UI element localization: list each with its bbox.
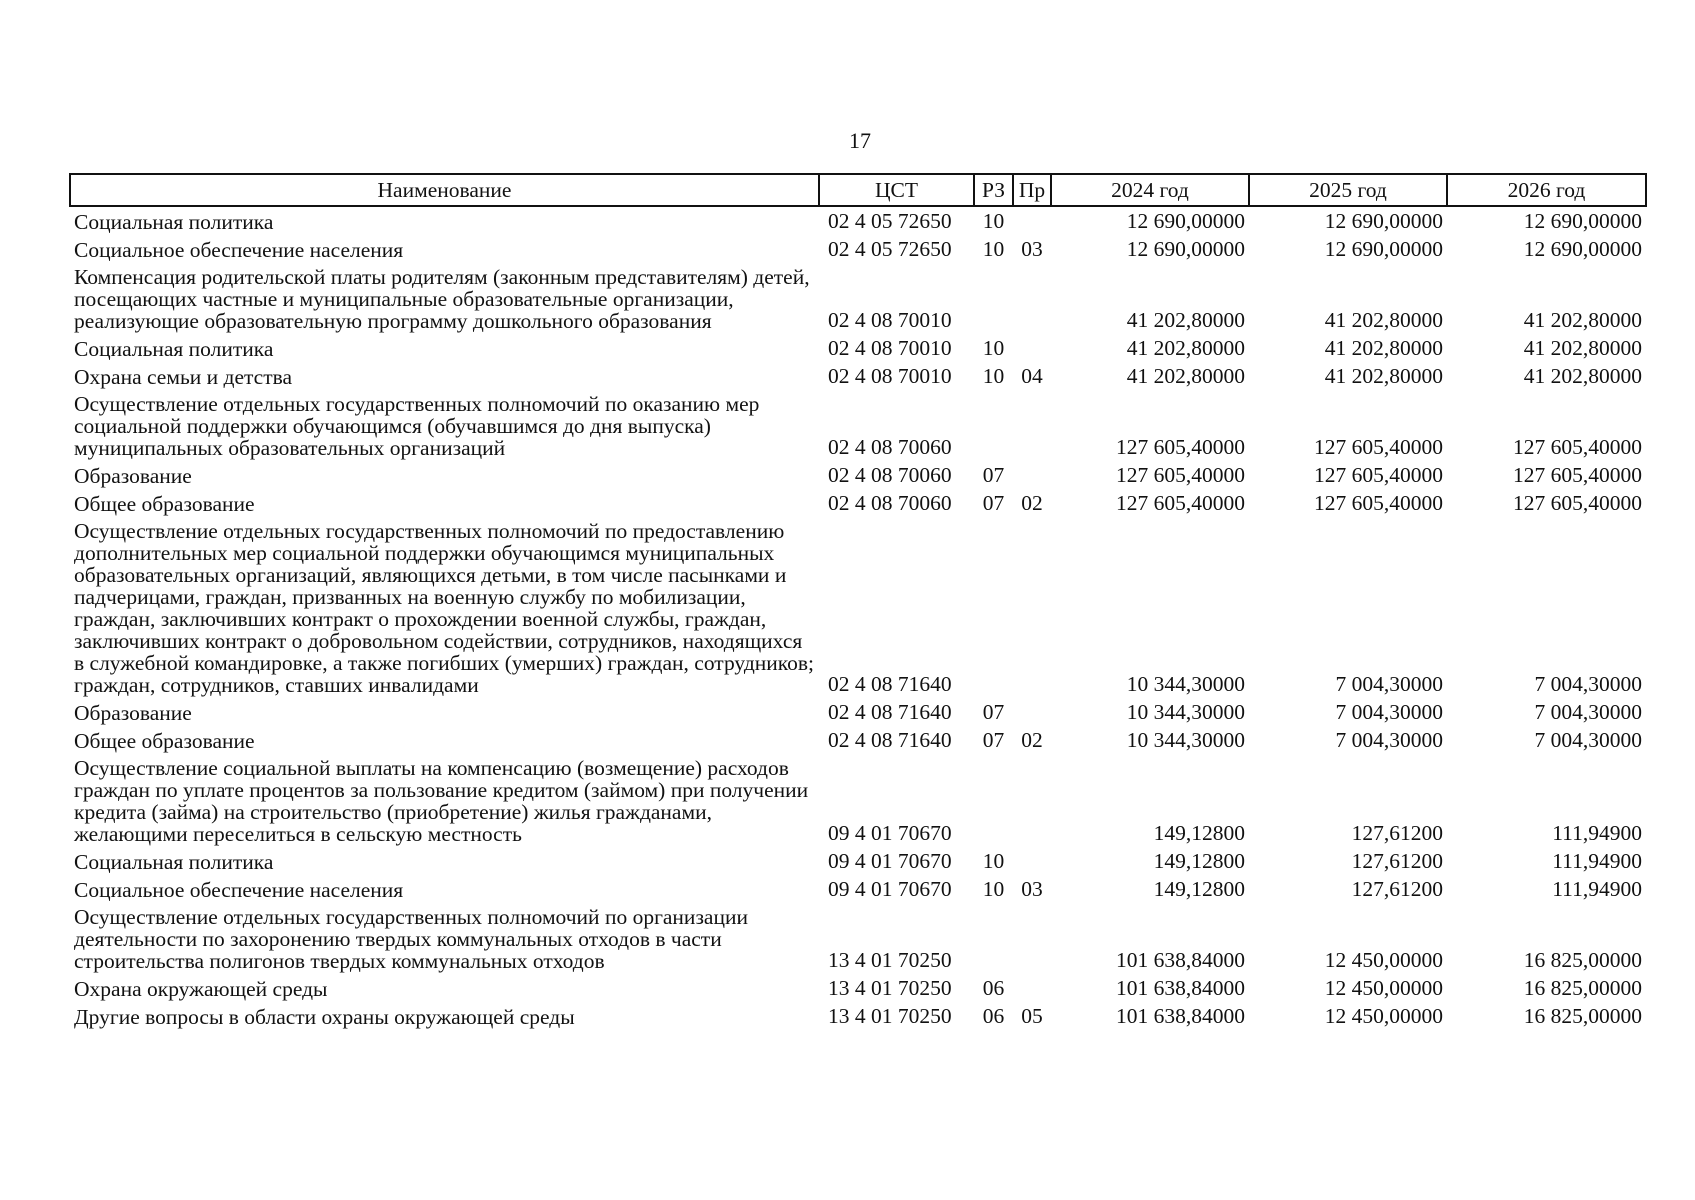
header-row — [70, 174, 1646, 206]
row-name: Социальная политика — [74, 850, 274, 874]
table-row — [70, 461, 1646, 489]
row-amount-2025: 41 202,80000 — [1324, 336, 1443, 360]
row-cst: 02 4 08 71640 — [828, 672, 952, 696]
row-amount-2025: 12 450,00000 — [1324, 1004, 1443, 1028]
row-amount-2026: 111,94900 — [1552, 877, 1642, 901]
row-amount-2024: 149,12800 — [1153, 849, 1245, 873]
row-amount-2026: 16 825,00000 — [1523, 1004, 1642, 1028]
row-rz: 07 — [982, 728, 1005, 752]
row-name: Компенсация родительской платы родителям (законным представителям) детей, посещающих частные и муниципальные образовательные организации, реализующие образовательную программу дошкольного образования — [74, 265, 810, 333]
row-amount-2024: 149,12800 — [1153, 877, 1245, 901]
row-amount-2024: 12 690,00000 — [1126, 209, 1245, 233]
table-row — [70, 206, 1646, 235]
row-amount-2025: 127,61200 — [1351, 821, 1443, 845]
header-2026: 2026 год — [1447, 174, 1646, 206]
table-row — [70, 489, 1646, 517]
row-name: Образование — [74, 464, 192, 488]
table-row — [70, 517, 1646, 698]
row-amount-2024: 41 202,80000 — [1126, 308, 1245, 332]
row-cst: 02 4 08 71640 — [828, 728, 952, 752]
row-cst: 02 4 08 70060 — [828, 491, 952, 515]
row-name: Образование — [74, 701, 192, 725]
row-amount-2025: 7 004,30000 — [1335, 700, 1443, 724]
row-amount-2026: 7 004,30000 — [1534, 672, 1642, 696]
row-pr: 02 — [1021, 728, 1043, 752]
table-row — [70, 334, 1646, 362]
table-body — [70, 206, 1646, 1030]
row-rz: 07 — [982, 463, 1005, 487]
table-row — [70, 235, 1646, 263]
row-rz: 10 — [982, 237, 1005, 261]
row-rz — [974, 263, 1013, 334]
row-rz — [974, 517, 1013, 698]
row-amount-2026: 12 690,00000 — [1523, 209, 1642, 233]
row-amount-2025: 41 202,80000 — [1324, 364, 1443, 388]
row-amount-2026: 41 202,80000 — [1523, 308, 1642, 332]
row-pr — [1013, 974, 1051, 1002]
row-rz: 10 — [982, 364, 1005, 388]
row-amount-2025: 7 004,30000 — [1335, 728, 1443, 752]
row-amount-2026: 111,94900 — [1552, 849, 1642, 873]
row-amount-2025: 12 450,00000 — [1324, 976, 1443, 1000]
row-name: Охрана окружающей среды — [74, 977, 328, 1001]
row-rz: 07 — [982, 700, 1005, 724]
row-cst: 13 4 01 70250 — [828, 948, 952, 972]
row-amount-2026: 16 825,00000 — [1523, 948, 1642, 972]
row-cst: 02 4 08 70060 — [828, 435, 952, 459]
row-name: Общее образование — [74, 729, 255, 753]
row-pr: 05 — [1021, 1004, 1043, 1028]
table-row — [70, 754, 1646, 847]
row-amount-2024: 101 638,84000 — [1116, 948, 1245, 972]
row-amount-2026: 7 004,30000 — [1534, 700, 1642, 724]
row-name: Социальная политика — [74, 210, 274, 234]
row-rz: 06 — [982, 1004, 1005, 1028]
row-amount-2026: 12 690,00000 — [1523, 237, 1642, 261]
row-rz: 10 — [982, 849, 1005, 873]
row-pr: 04 — [1021, 364, 1043, 388]
row-pr — [1013, 334, 1051, 362]
row-amount-2025: 127,61200 — [1351, 877, 1443, 901]
table-row — [70, 847, 1646, 875]
row-amount-2024: 101 638,84000 — [1116, 1004, 1245, 1028]
table-header — [70, 174, 1646, 206]
table-row — [70, 698, 1646, 726]
row-pr — [1013, 461, 1051, 489]
row-amount-2024: 101 638,84000 — [1116, 976, 1245, 1000]
row-name: Другие вопросы в области охраны окружающей среды — [74, 1005, 575, 1029]
row-amount-2024: 127 605,40000 — [1116, 463, 1245, 487]
row-pr — [1013, 847, 1051, 875]
row-amount-2024: 12 690,00000 — [1126, 237, 1245, 261]
row-pr — [1013, 903, 1051, 974]
row-amount-2026: 41 202,80000 — [1523, 336, 1642, 360]
row-amount-2025: 12 450,00000 — [1324, 948, 1443, 972]
table-row — [70, 390, 1646, 461]
header-rz: РЗ — [974, 174, 1013, 206]
row-amount-2025: 7 004,30000 — [1335, 672, 1443, 696]
table-row — [70, 726, 1646, 754]
row-amount-2024: 149,12800 — [1153, 821, 1245, 845]
row-amount-2024: 41 202,80000 — [1126, 336, 1245, 360]
row-rz — [974, 754, 1013, 847]
row-cst: 09 4 01 70670 — [828, 849, 952, 873]
row-cst: 13 4 01 70250 — [828, 1004, 952, 1028]
row-name: Осуществление отдельных государственных полномочий по оказанию мер социальной поддержки обучающимся (обучавшимся до дня выпуска) муниципальных образовательных организаций — [74, 392, 760, 460]
row-name: Осуществление социальной выплаты на компенсацию (возмещение) расходов граждан по уплате процентов за пользование кредитом (займом) при получении кредита (займа) на строительство (приобретение) жилья гражданами, желающими переселиться в сельскую местность — [74, 756, 809, 846]
row-amount-2025: 41 202,80000 — [1324, 308, 1443, 332]
row-cst: 09 4 01 70670 — [828, 821, 952, 845]
row-amount-2025: 127 605,40000 — [1314, 435, 1443, 459]
header-pr: Пр — [1013, 174, 1051, 206]
row-rz — [974, 903, 1013, 974]
row-cst: 02 4 05 72650 — [828, 209, 952, 233]
row-pr — [1013, 754, 1051, 847]
row-pr — [1013, 206, 1051, 235]
row-name: Общее образование — [74, 492, 255, 516]
row-amount-2026: 41 202,80000 — [1523, 364, 1642, 388]
row-cst: 02 4 05 72650 — [828, 237, 952, 261]
header-2025: 2025 год — [1249, 174, 1447, 206]
table-row — [70, 263, 1646, 334]
row-pr: 02 — [1021, 491, 1043, 515]
header-2024: 2024 год — [1051, 174, 1249, 206]
row-cst: 02 4 08 70060 — [828, 463, 952, 487]
table-row — [70, 875, 1646, 903]
row-amount-2025: 127 605,40000 — [1314, 463, 1443, 487]
row-pr — [1013, 263, 1051, 334]
row-amount-2024: 10 344,30000 — [1126, 728, 1245, 752]
row-cst: 02 4 08 70010 — [828, 364, 952, 388]
row-amount-2026: 127 605,40000 — [1513, 435, 1642, 459]
row-name: Социальное обеспечение населения — [74, 878, 404, 902]
table-row — [70, 974, 1646, 1002]
row-amount-2024: 127 605,40000 — [1116, 491, 1245, 515]
row-amount-2024: 41 202,80000 — [1126, 364, 1245, 388]
row-amount-2026: 111,94900 — [1552, 821, 1642, 845]
row-rz — [974, 390, 1013, 461]
row-amount-2024: 10 344,30000 — [1126, 700, 1245, 724]
row-amount-2024: 10 344,30000 — [1126, 672, 1245, 696]
table-row — [70, 1002, 1646, 1030]
row-rz: 10 — [982, 877, 1005, 901]
row-rz: 10 — [982, 336, 1005, 360]
row-cst: 02 4 08 70010 — [828, 308, 952, 332]
row-pr — [1013, 390, 1051, 461]
row-pr — [1013, 517, 1051, 698]
header-cst: ЦСТ — [819, 174, 974, 206]
budget-table — [69, 173, 1647, 1030]
row-amount-2024: 127 605,40000 — [1116, 435, 1245, 459]
page-number: 17 — [849, 128, 871, 153]
table-row — [70, 903, 1646, 974]
row-name: Социальная политика — [74, 337, 274, 361]
header-name: Наименование — [70, 174, 819, 206]
row-pr: 03 — [1021, 877, 1043, 901]
row-cst: 02 4 08 71640 — [828, 700, 952, 724]
row-cst: 13 4 01 70250 — [828, 976, 952, 1000]
row-amount-2025: 12 690,00000 — [1324, 209, 1443, 233]
row-name: Охрана семьи и детства — [74, 365, 293, 389]
row-name: Осуществление отдельных государственных полномочий по организации деятельности по захоронению твердых коммунальных отходов в части строительства полигонов твердых коммунальных отходов — [74, 905, 748, 973]
row-amount-2026: 16 825,00000 — [1523, 976, 1642, 1000]
row-amount-2026: 7 004,30000 — [1534, 728, 1642, 752]
row-amount-2025: 127 605,40000 — [1314, 491, 1443, 515]
row-pr: 03 — [1021, 237, 1043, 261]
row-name: Осуществление отдельных государственных полномочий по предоставлению дополнительных мер социальной поддержки обучающимся муниципальных образовательных организаций, являющихся детьми, в том числе пасынками и падчерицами, граждан, призванных на военную службу по мобилизации, граждан, заключивших контракт о прохождении военной службы, граждан, заключивших контракт о добровольном содействии, сотрудников, находящихся в служебной командировке, а также погибших (умерших) граждан, сотрудников; граждан, сотрудников, ставших инвалидами — [74, 519, 814, 697]
row-name: Социальное обеспечение населения — [74, 238, 404, 262]
row-amount-2026: 127 605,40000 — [1513, 463, 1642, 487]
row-rz: 06 — [982, 976, 1005, 1000]
row-cst: 09 4 01 70670 — [828, 877, 952, 901]
row-pr — [1013, 698, 1051, 726]
row-amount-2026: 127 605,40000 — [1513, 491, 1642, 515]
row-rz: 07 — [982, 491, 1005, 515]
row-amount-2025: 12 690,00000 — [1324, 237, 1443, 261]
row-cst: 02 4 08 70010 — [828, 336, 952, 360]
table-row — [70, 362, 1646, 390]
row-rz: 10 — [982, 209, 1005, 233]
row-amount-2025: 127,61200 — [1351, 849, 1443, 873]
